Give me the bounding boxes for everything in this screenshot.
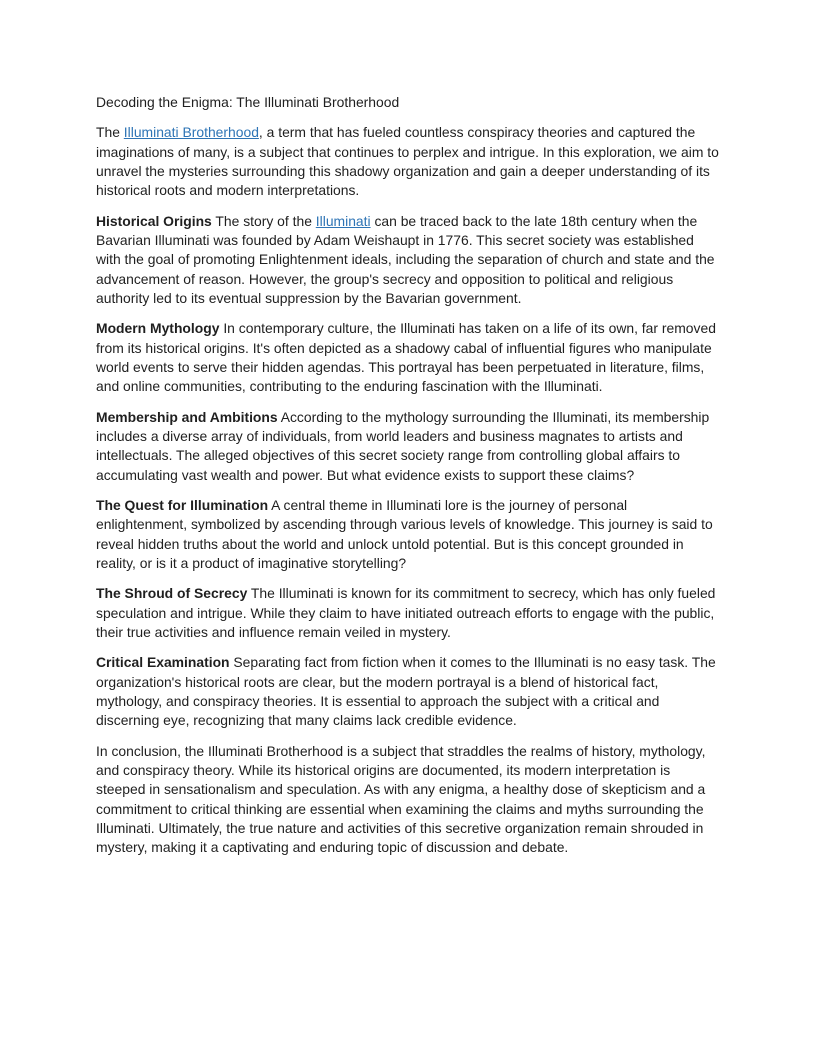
paragraph-lead-in: The Quest for Illumination — [96, 496, 269, 513]
paragraph-text: , a term that has fueled countless conspiracy theories and captured the imaginations of many, is a subject that continues to perplex and intrigue. In this exploration, we aim to unravel the mysteries surrounding this shadowy organization and gain a deeper understanding of its historical roots and modern interpretations. — [96, 124, 719, 199]
paragraph-text: The Illuminati is known for its commitment to secrecy, which has only fueled speculation and intrigue. While they claim to have initiated outreach efforts to engage with the public, their true activities and influence remain veiled in mystery. — [96, 585, 716, 640]
paragraph-text: According to the mythology surrounding the Illuminati, its membership includes a diverse array of individuals, from world leaders and business magnates to artists and intellectuals. The alleged objectives of this secret society range from controlling global affairs to accumulating vast wealth and power. But what evidence exists to support these claims? — [96, 408, 710, 483]
paragraph-text: can be traced back to the late 18th century when the Bavarian Illuminati was founded by Adam Weishaupt in 1776. This secret society was established with the goal of promoting Enlightenment ideals, including the separation of church and state and the advancement of reason. However, the group's secrecy and opposition to political and religious authority led to its eventual suppression by the Bavarian government. — [96, 212, 715, 306]
paragraph-text: In contemporary culture, the Illuminati has taken on a life of its own, far removed from its historical origins. It's often depicted as a shadowy cabal of influential figures who manipulate world events to serve their hidden agendas. This portrayal has been perpetuated in literature, films, and online communities, contributing to the enduring fascination with the Illuminati. — [96, 320, 716, 395]
paragraph-text: In conclusion, the Illuminati Brotherhood is a subject that straddles the realms of history, mythology, and conspiracy theory. While its historical origins are documented, its modern interpretation is steeped in sensationalism and speculation. As with any enigma, a healthy dose of skepticism and a commitment to critical thinking are essential when examining the claims and myths surrounding the Illuminati. Ultimately, the true nature and activities of this secretive organization remain shrouded in mystery, making it a captivating and enduring topic of discussion and debate. — [96, 742, 706, 856]
hyperlink[interactable]: Illuminati Brotherhood — [123, 124, 259, 141]
document-title: Decoding the Enigma: The Illuminati Brotherhood — [96, 94, 400, 110]
paragraph-lead-in: Membership and Ambitions — [96, 408, 278, 425]
paragraph-lead-in: Modern Mythology — [96, 320, 220, 337]
paragraph — [96, 408, 720, 485]
paragraph — [96, 584, 720, 642]
paragraph — [96, 212, 720, 309]
paragraph-lead-in: The Shroud of Secrecy — [96, 585, 248, 602]
paragraph-lead-in: Historical Origins — [96, 212, 212, 229]
paragraph — [96, 496, 720, 573]
paragraph-text: A central theme in Illuminati lore is the journey of personal enlightenment, symbolized by ascending through various levels of knowledge. This journey is said to reveal hidden truths about the world and unlock untold potential. But is this concept grounded in reality, or is it a product of imaginative storytelling? — [96, 496, 713, 571]
paragraph-text: Separating fact from fiction when it comes to the Illuminati is no easy task. The organization's historical roots are clear, but the modern portrayal is a blend of historical fact, mythology, and conspiracy theories. It is essential to approach the subject with a critical and discerning eye, recognizing that many claims lack credible evidence. — [96, 654, 716, 729]
paragraph-text: The story of the — [211, 212, 316, 229]
hyperlink[interactable]: Illuminati — [315, 212, 371, 229]
paragraph — [96, 123, 720, 200]
paragraph — [96, 653, 720, 730]
paragraph-lead-in: Critical Examination — [96, 654, 230, 671]
document-body — [96, 123, 720, 857]
paragraph-text: The — [96, 124, 124, 141]
paragraph — [96, 319, 720, 396]
paragraph — [96, 742, 720, 858]
